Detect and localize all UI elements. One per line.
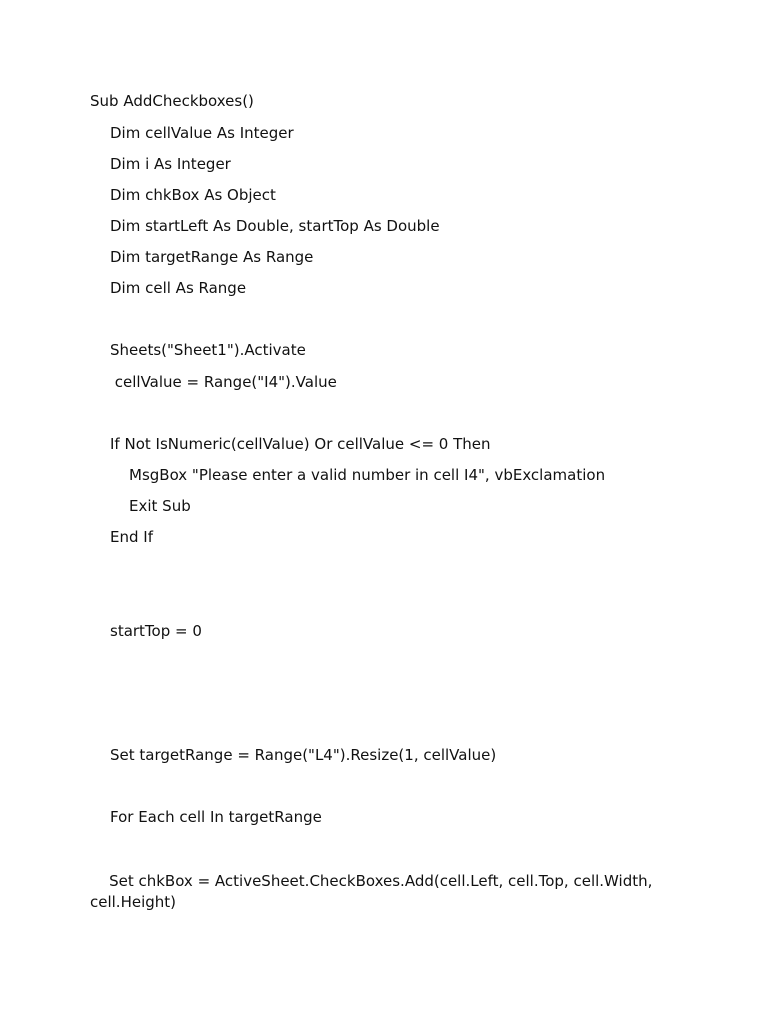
code-line-sub-header: Sub AddCheckboxes() (90, 92, 254, 110)
code-line-end-if: End If (110, 528, 153, 546)
code-line-set-chkbox: Set chkBox = ActiveSheet.CheckBoxes.Add(cell.Left, cell.Top, cell.Width, cell.Height) (90, 872, 658, 911)
code-line-set-targetrange: Set targetRange = Range("L4").Resize(1, cellValue) (110, 746, 497, 764)
code-line-dim-chkbox: Dim chkBox As Object (110, 186, 276, 204)
code-line-starttop: startTop = 0 (110, 622, 202, 640)
code-line-exit-sub: Exit Sub (129, 497, 191, 515)
code-line-cellvalue-assign: cellValue = Range("I4").Value (110, 373, 337, 391)
code-line-dim-i: Dim i As Integer (110, 155, 231, 173)
code-line-dim-start: Dim startLeft As Double, startTop As Double (110, 217, 440, 235)
code-line-dim-cell: Dim cell As Range (110, 279, 247, 297)
code-line-dim-cellvalue: Dim cellValue As Integer (110, 124, 294, 142)
code-line-for-each: For Each cell In targetRange (110, 808, 322, 826)
code-line-sheets-activate: Sheets("Sheet1").Activate (110, 341, 306, 359)
code-line-msgbox: MsgBox "Please enter a valid number in cell I4", vbExclamation (129, 466, 606, 484)
code-line-dim-targetrange: Dim targetRange As Range (110, 248, 314, 266)
code-line-if-not-numeric: If Not IsNumeric(cellValue) Or cellValue <= 0 Then (110, 435, 491, 453)
